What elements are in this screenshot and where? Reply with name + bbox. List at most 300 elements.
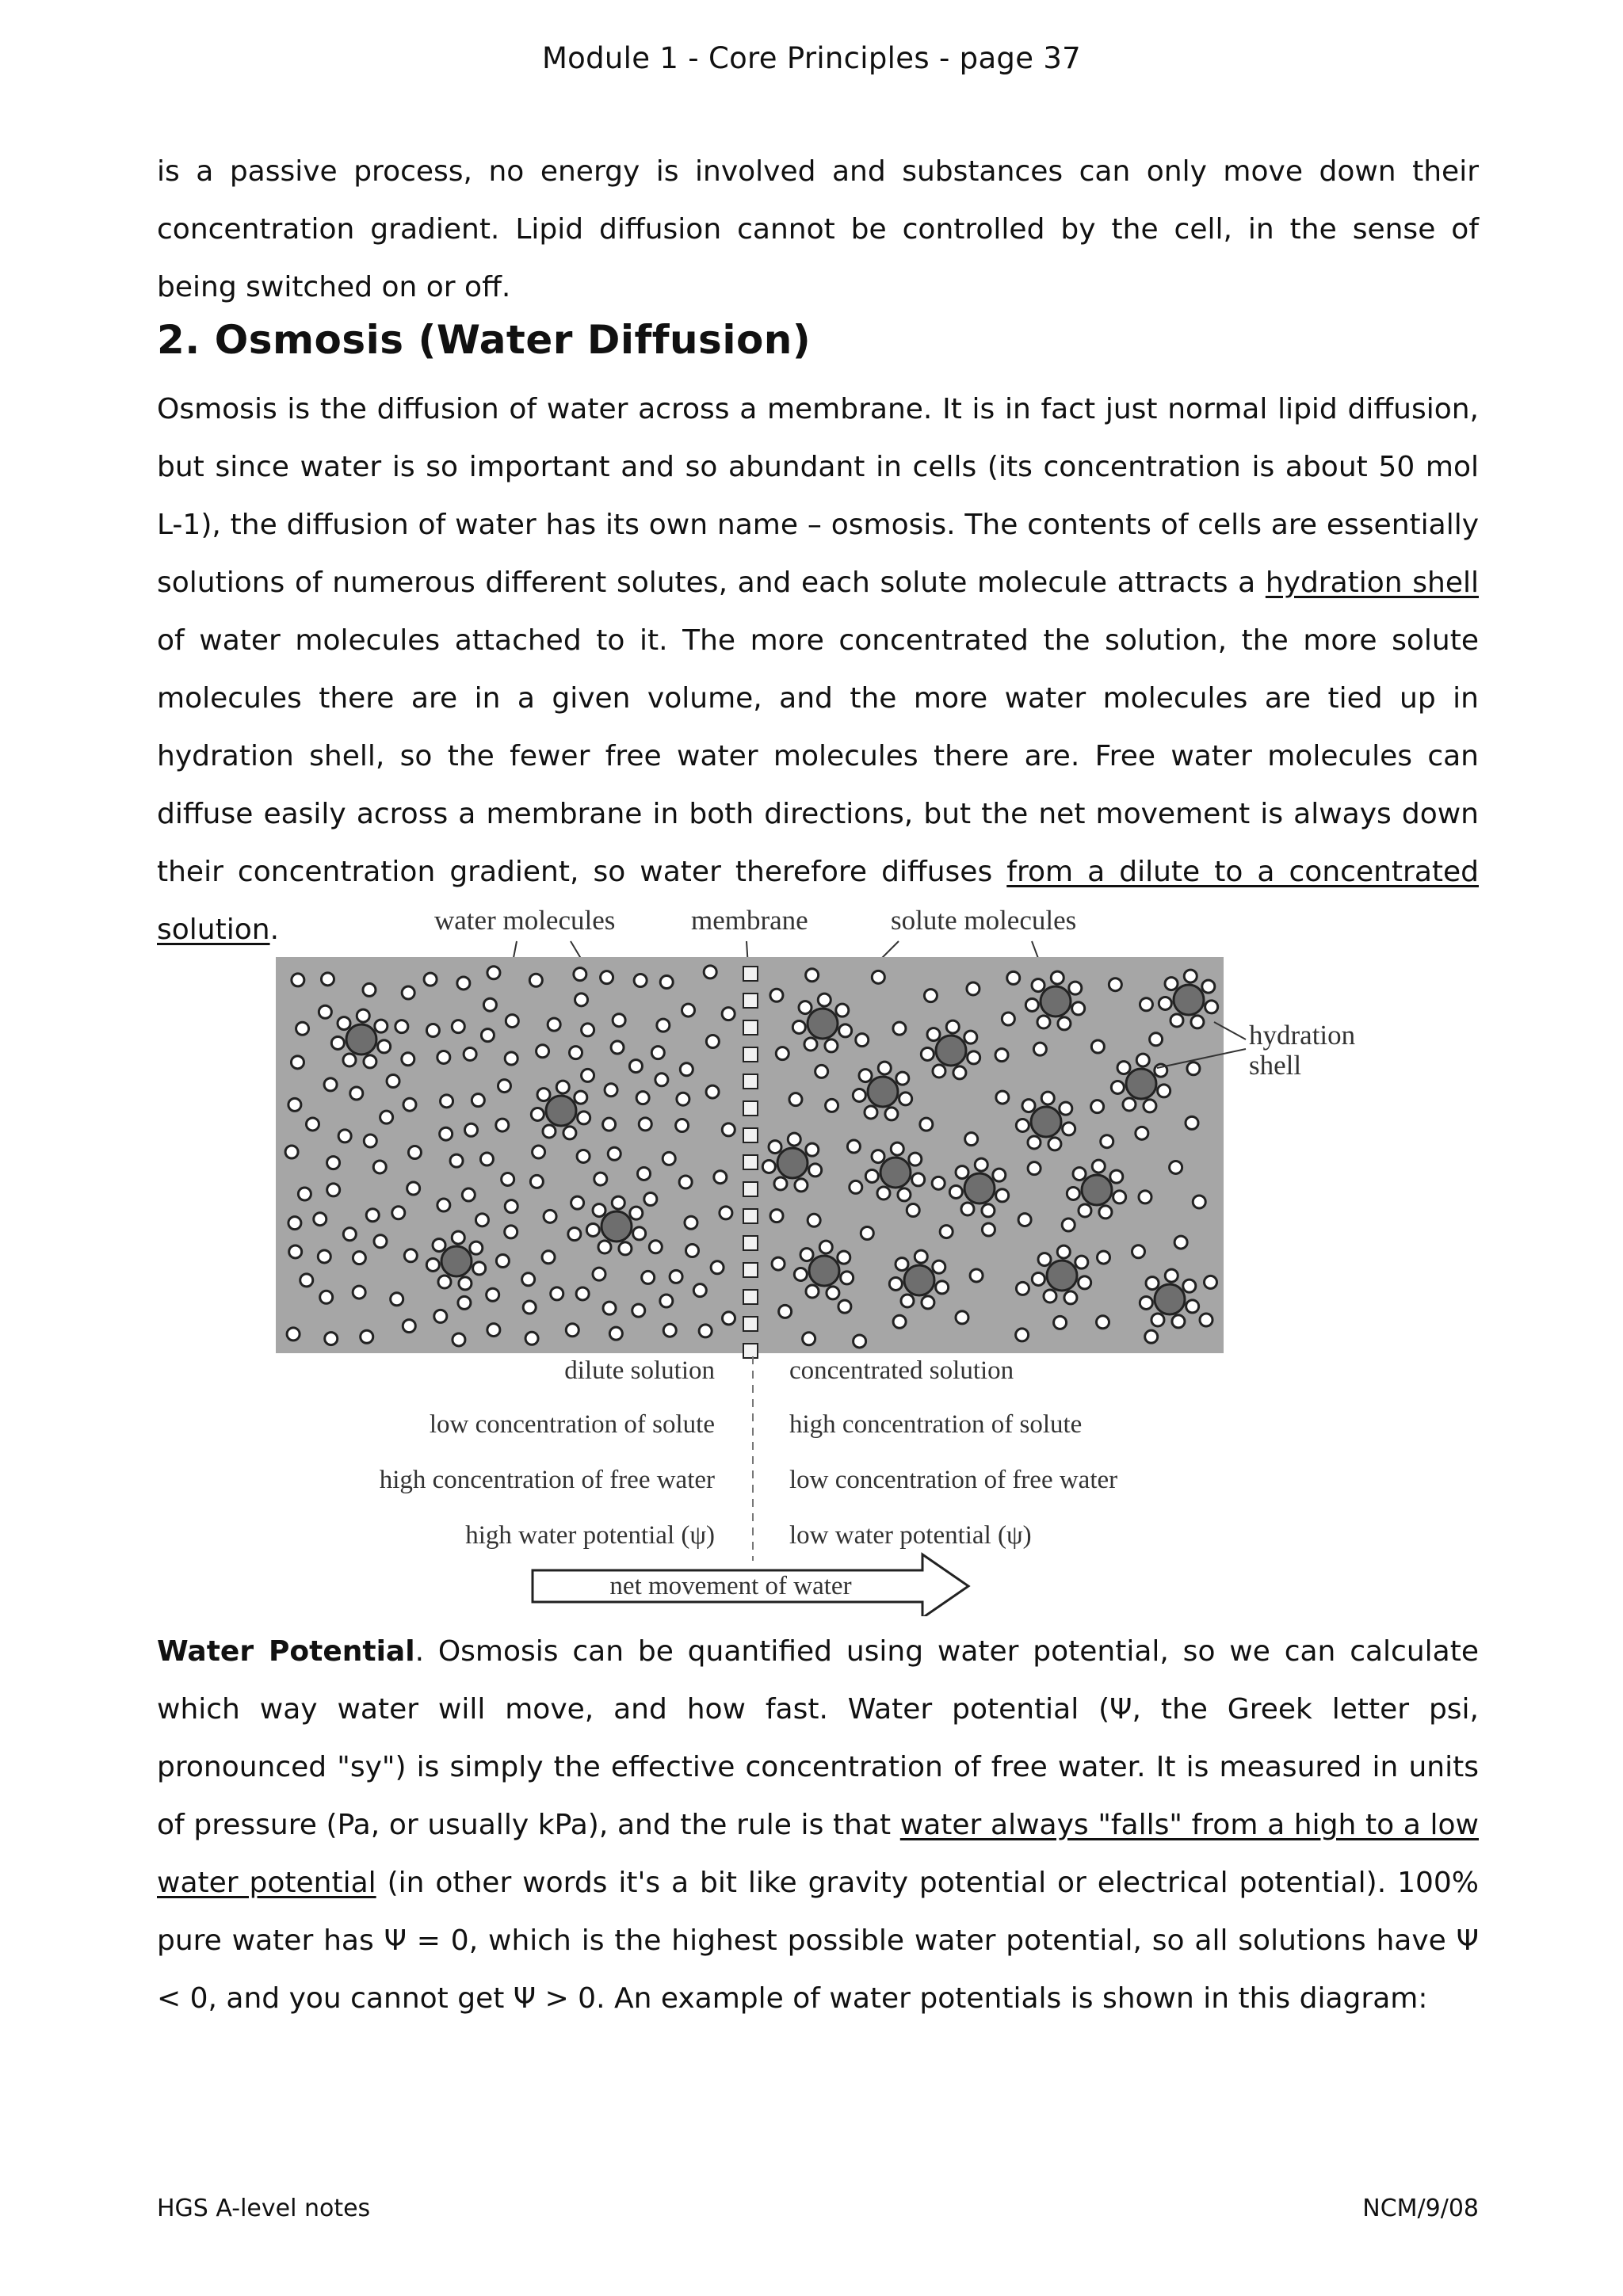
water-molecule <box>288 1098 301 1111</box>
water-molecule <box>1109 978 1121 991</box>
water-molecule <box>287 1328 300 1341</box>
water-molecule <box>613 1014 625 1027</box>
water-molecule <box>720 1207 732 1219</box>
water-molecule <box>350 1087 363 1100</box>
water-molecule <box>331 1036 344 1049</box>
water-molecule <box>676 1119 689 1132</box>
water-molecule <box>638 1167 651 1180</box>
water-molecule <box>699 1325 712 1337</box>
water-molecule <box>556 1081 569 1093</box>
water-molecule <box>530 1175 543 1188</box>
page-header: Module 1 - Core Principles - page 37 <box>541 41 1082 75</box>
water-molecule <box>522 1273 535 1286</box>
membrane-pore <box>743 1236 758 1250</box>
water-molecule <box>1187 1062 1200 1075</box>
water-molecule <box>1200 1314 1212 1326</box>
water-molecule <box>808 1214 820 1226</box>
water-molecule <box>679 1176 692 1188</box>
water-molecule <box>327 1157 340 1169</box>
solute-molecule <box>808 1009 838 1039</box>
water-molecule <box>909 1153 922 1165</box>
water-molecule <box>677 1093 689 1105</box>
water-molecule <box>375 1020 388 1032</box>
water-molecule <box>408 1146 421 1159</box>
water-molecule <box>320 1291 333 1303</box>
water-molecule <box>1165 978 1178 990</box>
water-molecule <box>770 1210 783 1222</box>
water-molecule <box>402 986 414 999</box>
water-molecule <box>788 1133 800 1146</box>
water-molecule <box>936 1281 949 1294</box>
water-molecule <box>922 1296 934 1309</box>
water-molecule <box>343 1054 356 1066</box>
water-molecule <box>391 1293 403 1306</box>
water-molecule <box>1033 1043 1046 1055</box>
water-molecule <box>374 1235 387 1248</box>
water-molecule <box>437 1199 450 1211</box>
water-molecule <box>603 1302 616 1314</box>
water-molecule <box>1079 1276 1091 1289</box>
water-molecule <box>838 1300 851 1313</box>
water-molecule <box>619 1242 632 1255</box>
water-molecule <box>1044 1290 1056 1302</box>
water-molecule <box>472 1094 484 1107</box>
water-molecule <box>769 1141 781 1154</box>
membrane-pore <box>743 1074 758 1089</box>
water-molecule <box>693 1284 706 1297</box>
water-molecule <box>804 1038 817 1051</box>
right-line-4: low water potential (ψ) <box>789 1521 1032 1550</box>
water-molecule <box>459 1277 472 1290</box>
water-molecule <box>907 1204 919 1217</box>
water-molecule <box>440 1127 453 1140</box>
water-molecule <box>574 968 586 981</box>
water-molecule <box>364 1135 376 1147</box>
water-molecule <box>799 1001 812 1014</box>
membrane-pore <box>743 994 758 1008</box>
water-molecule <box>865 1106 877 1119</box>
label-water-molecules: water molecules <box>434 905 616 936</box>
water-molecule <box>292 974 304 986</box>
water-molecule <box>961 1203 974 1215</box>
water-molecule <box>571 1196 584 1209</box>
water-molecule <box>582 1069 594 1081</box>
water-molecule <box>594 1173 607 1185</box>
water-molecule <box>496 1255 509 1268</box>
water-molecule <box>361 1330 373 1343</box>
water-molecule <box>319 1005 331 1018</box>
water-molecule <box>921 1047 934 1060</box>
water-molecule <box>1132 1245 1144 1258</box>
water-molecule <box>789 1093 802 1106</box>
water-molecule <box>885 1108 898 1120</box>
water-molecule <box>366 1209 379 1222</box>
water-molecule <box>723 1312 735 1325</box>
water-molecule <box>826 1099 838 1112</box>
water-molecule <box>893 1022 906 1035</box>
label-membrane: membrane <box>691 905 808 936</box>
water-molecule <box>995 1049 1008 1062</box>
solute-molecule <box>546 1096 576 1126</box>
water-molecule <box>582 1024 594 1036</box>
water-molecule <box>1184 970 1197 982</box>
water-molecule <box>629 1060 642 1073</box>
water-molecule <box>644 1192 657 1205</box>
water-molecule <box>1140 998 1152 1011</box>
water-molecule <box>1165 1269 1178 1282</box>
water-molecule <box>1058 1017 1071 1030</box>
water-molecule <box>933 1261 945 1273</box>
water-molecule <box>901 1295 914 1307</box>
water-molecule <box>363 983 376 996</box>
water-molecule <box>473 1262 486 1275</box>
water-molecule <box>841 1272 854 1284</box>
water-molecule <box>575 994 588 1006</box>
water-molecule <box>1170 1161 1182 1173</box>
membrane-pore <box>743 1182 758 1196</box>
water-molecule <box>321 973 334 986</box>
water-molecule <box>956 1311 968 1324</box>
membrane-pore <box>743 1047 758 1062</box>
water-molecule <box>872 1150 884 1163</box>
intro-paragraph <box>157 143 1479 316</box>
water-molecule <box>993 1169 1006 1181</box>
left-line-3: high concentration of free water <box>379 1466 715 1494</box>
water-molecule <box>912 1173 925 1186</box>
section-heading: 2. Osmosis (Water Diffusion) <box>157 317 812 363</box>
water-molecule <box>853 1089 865 1101</box>
water-molecule <box>633 1227 646 1240</box>
water-molecule <box>1041 1092 1054 1104</box>
water-molecule <box>825 1039 838 1052</box>
water-molecule <box>1092 1160 1105 1173</box>
water-molecule <box>706 1035 719 1048</box>
right-line-2: high concentration of solute <box>789 1410 1083 1439</box>
water-molecule <box>1174 1236 1187 1249</box>
water-molecule <box>529 974 542 986</box>
water-molecule <box>706 1085 719 1098</box>
water-molecule <box>1028 1162 1041 1175</box>
water-molecule <box>1016 1119 1029 1131</box>
water-molecule <box>483 998 496 1011</box>
water-molecule <box>893 1315 906 1328</box>
membrane-pore <box>743 1317 758 1331</box>
solute-molecule <box>809 1256 839 1286</box>
water-molecule <box>1060 1102 1072 1115</box>
water-molecule <box>770 989 783 1001</box>
water-molecule <box>568 1228 581 1241</box>
water-molecule <box>1062 1219 1075 1231</box>
water-molecule <box>1032 979 1044 992</box>
water-molecule <box>453 1333 465 1346</box>
water-molecule <box>1032 1272 1044 1285</box>
label-solute-molecules: solute molecules <box>891 905 1077 936</box>
water-molecule <box>586 1223 599 1236</box>
water-molecule <box>815 1065 828 1077</box>
solute-molecule <box>880 1158 911 1188</box>
water-molecule <box>836 1004 849 1016</box>
water-molecule <box>1170 1014 1183 1027</box>
water-molecule <box>847 1140 860 1153</box>
water-potential-rule: water always "falls" from a high to a low water potential <box>157 1809 1479 1899</box>
water-molecule <box>609 1327 622 1340</box>
solute-molecule <box>936 1035 966 1066</box>
water-molecule <box>1205 1276 1217 1288</box>
water-molecule <box>663 1324 676 1337</box>
right-line-1: concentrated solution <box>789 1356 1014 1385</box>
water-molecule <box>1144 1100 1156 1112</box>
water-molecule <box>392 1207 405 1219</box>
water-molecule <box>1101 1135 1113 1148</box>
water-molecule <box>426 1258 439 1271</box>
water-molecule <box>1091 1040 1104 1053</box>
label-hydration-line2: shell <box>1249 1050 1302 1081</box>
solute-molecule <box>1082 1175 1112 1205</box>
water-molecule <box>854 1335 866 1348</box>
water-molecule <box>481 1029 494 1042</box>
water-molecule <box>569 1047 582 1059</box>
water-molecule <box>680 1063 693 1076</box>
water-molecule <box>964 1031 977 1043</box>
water-molecule <box>949 1185 962 1198</box>
solute-molecule <box>346 1024 376 1055</box>
water-molecule <box>288 1217 301 1230</box>
water-molecule <box>1145 1330 1158 1343</box>
water-molecule <box>839 1024 852 1037</box>
hydration-shell-term: hydration shell <box>1265 566 1479 599</box>
water-molecule <box>603 1118 616 1131</box>
water-molecule <box>968 1051 980 1064</box>
water-molecule <box>498 1080 510 1093</box>
water-molecule <box>578 1112 590 1124</box>
water-molecule <box>896 1258 908 1271</box>
water-molecule <box>1186 1300 1199 1313</box>
water-molecule <box>889 1277 902 1290</box>
water-molecule <box>946 1020 959 1033</box>
water-molecule <box>462 1188 475 1201</box>
water-molecule <box>1139 1191 1151 1203</box>
water-molecule <box>1018 1214 1031 1226</box>
water-potential-text-2: (in other words it's a bit like gravity potential or electrical potential). 100% pure water has Ψ = 0, which is the highest possible water potential, so all solutions have Ψ < 0, and you cannot get Ψ > 0. An example of water potentials is shown in this diagram: <box>157 1867 1479 2015</box>
water-potential-title: Water Potential <box>157 1635 415 1668</box>
water-molecule <box>1037 1016 1050 1028</box>
membrane-pore <box>743 1101 758 1116</box>
water-molecule <box>722 1123 735 1136</box>
water-molecule <box>458 1296 471 1309</box>
water-molecule <box>612 1196 624 1209</box>
water-molecule <box>982 1223 995 1236</box>
water-molecule <box>289 1245 302 1258</box>
water-molecule <box>838 1251 850 1264</box>
solute-molecule <box>1155 1284 1185 1314</box>
water-molecule <box>475 1214 488 1226</box>
water-molecule <box>982 1204 995 1217</box>
water-molecule <box>953 1066 966 1079</box>
water-molecule <box>762 1160 775 1173</box>
water-molecule <box>1028 1136 1041 1149</box>
osmosis-diagram <box>0 903 1623 1616</box>
water-molecule <box>1110 1170 1123 1183</box>
water-molecule <box>605 1084 617 1097</box>
water-molecule <box>1186 1116 1198 1129</box>
osmosis-text-3: . <box>269 913 280 946</box>
water-molecule <box>649 1241 662 1253</box>
solute-molecule <box>777 1148 808 1178</box>
water-molecule <box>711 1261 724 1274</box>
water-molecule <box>956 1166 968 1179</box>
water-molecule <box>378 1040 391 1053</box>
water-molecule <box>403 1320 415 1333</box>
water-molecule <box>1150 1033 1163 1046</box>
label-hydration-line1: hydration <box>1249 1020 1356 1051</box>
water-molecule <box>704 966 716 978</box>
left-line-4: high water potential (ψ) <box>465 1521 715 1550</box>
water-molecule <box>795 1179 808 1192</box>
water-molecule <box>525 1332 538 1344</box>
left-line-2: low concentration of solute <box>429 1410 715 1439</box>
water-molecule <box>915 1250 927 1263</box>
water-molecule <box>657 1019 670 1032</box>
water-molecule <box>1151 1314 1164 1326</box>
water-molecule <box>437 1051 450 1063</box>
water-molecule <box>452 1020 464 1033</box>
water-molecule <box>324 1078 337 1091</box>
osmosis-text-1: Osmosis is the diffusion of water across a membrane. It is in fact just normal lipid diffusion, but since water is so important and so abundant in cells (its concentration is about 50 mol L-1), the diffusion of water has its own name – osmosis. The contents of cells are essentially solutions of numerous different solutes, and each solute molecule attracts a <box>157 393 1479 599</box>
water-molecule <box>1016 1329 1029 1341</box>
solute-molecule <box>1041 986 1071 1016</box>
water-molecule <box>487 1288 499 1301</box>
water-molecule <box>1159 997 1171 1009</box>
water-molecule <box>1025 998 1038 1011</box>
water-molecule <box>975 1158 987 1171</box>
water-molecule <box>306 1118 319 1131</box>
water-molecule <box>1113 1191 1126 1203</box>
water-molecule <box>896 1072 909 1085</box>
water-molecule <box>927 1028 940 1041</box>
water-molecule <box>1069 982 1082 994</box>
water-molecule <box>861 1226 873 1239</box>
water-molecule <box>1205 1001 1218 1013</box>
water-molecule <box>819 1241 832 1253</box>
solute-molecule <box>904 1265 934 1295</box>
water-molecule <box>630 1207 643 1219</box>
water-molecule <box>1191 1016 1204 1028</box>
water-molecule <box>464 1047 476 1060</box>
water-molecule <box>296 1022 309 1035</box>
water-molecule <box>576 1287 589 1300</box>
water-molecule <box>1123 1098 1136 1111</box>
water-molecule <box>1183 1280 1196 1292</box>
water-molecule <box>325 1333 338 1345</box>
footer-left: HGS A-level notes <box>157 2195 371 2222</box>
water-molecule <box>965 1133 978 1146</box>
water-molecule <box>487 967 500 979</box>
water-molecule <box>663 1152 675 1165</box>
water-molecule <box>424 973 437 986</box>
water-molecule <box>1193 1196 1205 1208</box>
water-molecule <box>1054 1316 1067 1329</box>
water-potential-text-1: . Osmosis can be quantified using water potential, so we can calculate which way water will move, and how fast. Water potential (Ψ, the Greek letter psi, pronounced "sy") is simply the effective concentration of free water. It is measured in units of pressure (Pa, or usually kPa), and the rule is that <box>157 1635 1479 1841</box>
water-molecule <box>353 1252 365 1264</box>
membrane-pore <box>743 1020 758 1035</box>
solute-molecule <box>964 1173 995 1203</box>
water-molecule <box>1007 971 1020 984</box>
water-molecule <box>859 1070 872 1082</box>
water-molecule <box>318 1250 330 1263</box>
right-line-3: low concentration of free water <box>789 1466 1118 1494</box>
water-molecule <box>611 1041 624 1054</box>
water-molecule <box>1002 1013 1014 1025</box>
water-molecule <box>891 1142 903 1155</box>
water-molecule <box>566 1324 579 1337</box>
water-molecule <box>1111 1081 1124 1093</box>
water-molecule <box>577 1150 590 1162</box>
membrane-pore <box>743 1128 758 1142</box>
dilute-to-concentrated-term: from a dilute to a concentrated solution <box>157 856 1479 946</box>
water-molecule <box>865 1169 878 1182</box>
water-molecule <box>563 1127 576 1139</box>
water-molecule <box>1048 1138 1061 1150</box>
water-molecule <box>639 1118 651 1131</box>
water-molecule <box>457 977 470 990</box>
water-molecule <box>426 1024 439 1037</box>
water-molecule <box>593 1268 605 1280</box>
water-molecule <box>827 1287 839 1299</box>
membrane-pore <box>743 1344 758 1358</box>
water-molecule <box>300 1274 313 1287</box>
water-molecule <box>593 1204 605 1217</box>
water-molecule <box>924 990 937 1002</box>
membrane-pore <box>743 1155 758 1169</box>
water-molecule <box>940 1226 953 1238</box>
water-molecule <box>505 1226 517 1238</box>
water-molecule <box>505 1200 517 1213</box>
water-molecule <box>634 974 647 986</box>
solute-molecule <box>1126 1069 1156 1099</box>
water-molecule <box>1079 1204 1091 1217</box>
water-molecule <box>542 1251 555 1264</box>
water-molecule <box>338 1130 351 1142</box>
water-molecule <box>395 1020 408 1033</box>
water-molecule <box>480 1153 493 1165</box>
water-molecule <box>774 1177 787 1190</box>
water-molecule <box>996 1189 1009 1202</box>
water-molecule <box>660 1295 673 1307</box>
water-molecule <box>809 1164 822 1177</box>
water-molecule <box>967 982 980 995</box>
water-molecule <box>548 1018 560 1031</box>
water-molecule <box>686 1245 699 1257</box>
water-molecule <box>1146 1277 1159 1290</box>
water-molecule <box>575 1091 587 1104</box>
water-molecule <box>792 1020 805 1033</box>
membrane-pore <box>743 1290 758 1304</box>
water-molecule <box>660 976 673 989</box>
water-molecule <box>772 1257 785 1270</box>
water-molecule <box>642 1271 655 1283</box>
water-molecule <box>433 1239 445 1252</box>
water-molecule <box>794 1268 807 1280</box>
water-molecule <box>722 1008 735 1020</box>
arrow-label: net movement of water <box>609 1572 852 1600</box>
water-molecule <box>1022 1100 1035 1112</box>
water-molecule <box>1136 1054 1149 1066</box>
water-molecule <box>670 1270 682 1283</box>
solute-molecule <box>601 1211 632 1241</box>
water-molecule <box>899 1093 912 1105</box>
water-molecule <box>452 1231 464 1244</box>
water-molecule <box>1091 1100 1104 1113</box>
